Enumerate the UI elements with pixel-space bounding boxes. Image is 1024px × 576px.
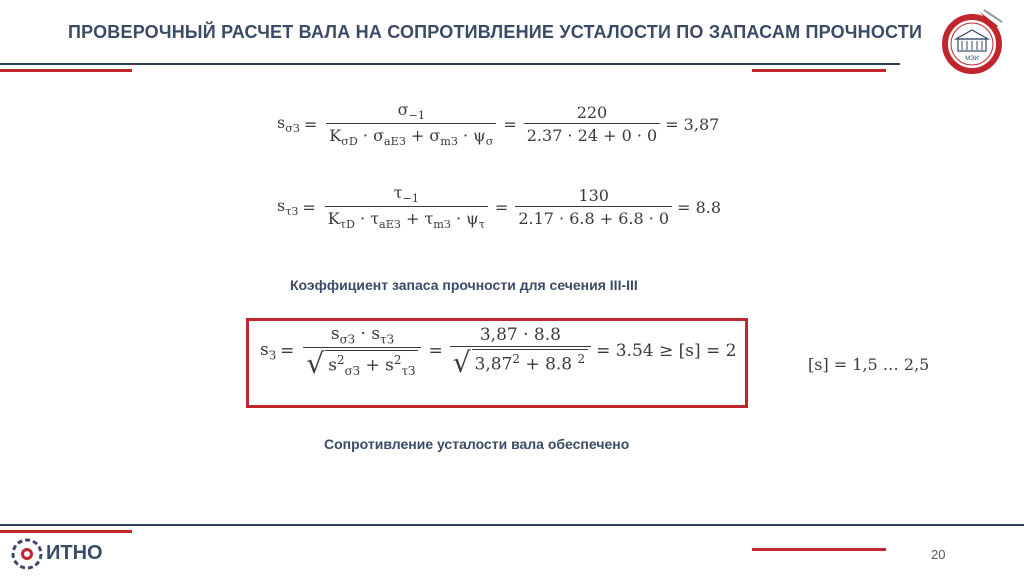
itno-logo-icon (10, 537, 44, 571)
page-title: ПРОВЕРОЧНЫЙ РАСЧЕТ ВАЛА НА СОПРОТИВЛЕНИЕ УСТАЛОСТИ ПО ЗАПАСАМ ПРОЧНОСТИ (68, 22, 923, 42)
header-rule-red-right (752, 69, 886, 72)
sqrt-sign: √ (306, 347, 325, 381)
mei-logo (936, 6, 1008, 78)
conclusion-text: Сопротивление усталости вала обеспечено (324, 436, 630, 452)
formula-tau: $s_{\tau З}$ = $\frac{\tau_{-1}}{K_{\tau D} \cdot \tau_{aEЗ} + \tau_{mЗ} \cdot \psi_\tau}$ = $\frac{130}{2.17 \cdot 6.8 + 6.8 \cdot 0}$ = 8.8 (277, 183, 722, 232)
f1-result: = 3,87 (665, 114, 720, 134)
itno-logo (10, 537, 44, 571)
formula-sigma: $s_{\sigma З}$ = $\frac{\sigma_{-1}}{K_{\sigma D} \cdot \sigma_{aEЗ} + \sigma_{mЗ} \cdot \psi_\sigma}$ = $\frac{220}{2.37 \cdot 24 + 0 \cdot 0}$ = 3,87 (277, 100, 720, 149)
f1-symbolic-fraction: $\frac{\sigma_{-1}}{K_{\sigma D} \cdot \sigma_{aEЗ} + \sigma_{mЗ} \cdot \psi_\sigma}$ (326, 100, 496, 148)
f3-result: = 3.54 ≥ [s] = 2 (596, 341, 737, 362)
f1-numeric-fraction: $\frac{220}{2.37 \cdot 24 + 0 \cdot 0}$ (524, 103, 660, 145)
f1-lhs: $s_{\sigma З}$ (277, 113, 300, 136)
footer-brand: ИТНО (46, 542, 103, 564)
footer-rule-navy (0, 524, 1024, 526)
f2-numeric-fraction: $\frac{130}{2.17 \cdot 6.8 + 6.8 \cdot 0}$ (515, 186, 672, 228)
f2-result: = 8.8 (677, 197, 722, 217)
header-rule-navy (0, 63, 900, 65)
page-number: 20 (931, 547, 946, 562)
footer-rule-red-right (752, 548, 886, 551)
section-heading: Коэффициент запаса прочности для сечения III-III (290, 277, 638, 293)
footer-rule-red-left (0, 530, 132, 533)
f3-numeric-fraction: 3,87 · 8.8 √ $3,87^2 + 8.8$ $^2$ (450, 325, 591, 377)
logo-text: МЭИ (965, 56, 979, 62)
formula-total: $s_З$ = $s_{\sigma З} \cdot s_{\tau З}$ √ $s^2_{\sigma З} + s^2_{\tau З}$ = 3,87 · 8.8 √ $3,87^2 + 8.8$ $^2$ = 3.54 ≥ [s] = 2 (260, 324, 737, 381)
f2-lhs: $s_{\tau З}$ (277, 196, 299, 219)
allowed-range: [s] = 1,5 … 2,5 (808, 355, 930, 374)
sqrt-sign: √ (452, 346, 471, 380)
f3-symbolic-fraction: $s_{\sigma З} \cdot s_{\tau З}$ √ $s^2_{\sigma З} + s^2_{\tau З}$ (303, 324, 421, 378)
header-rule-red-left (0, 69, 132, 72)
f2-symbolic-fraction: $\frac{\tau_{-1}}{K_{\tau D} \cdot \tau_{aEЗ} + \tau_{mЗ} \cdot \psi_\tau}$ (325, 183, 488, 231)
f3-lhs: $s_З$ (260, 340, 277, 363)
